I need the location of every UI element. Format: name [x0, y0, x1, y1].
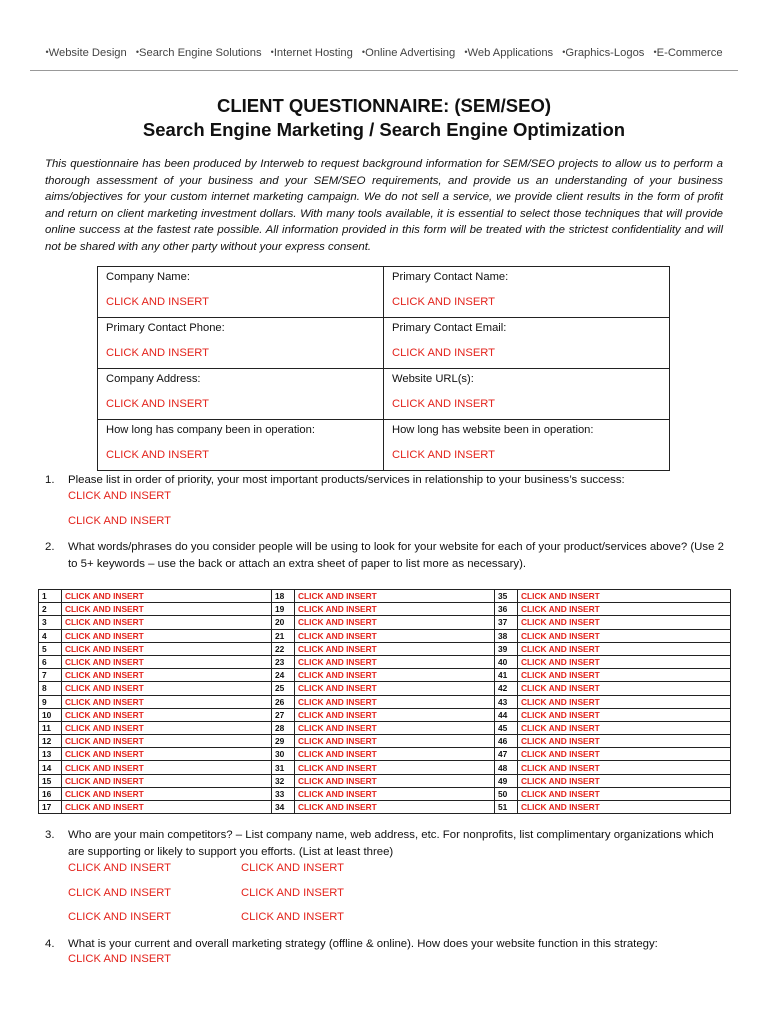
primary-contact-email-field[interactable]: CLICK AND INSERT — [392, 347, 495, 359]
keyword-field[interactable]: CLICK AND INSERT — [295, 629, 495, 642]
keyword-field[interactable]: CLICK AND INSERT — [518, 735, 731, 748]
keyword-field[interactable]: CLICK AND INSERT — [518, 590, 731, 603]
keyword-number: 43 — [495, 695, 518, 708]
keyword-number: 31 — [272, 761, 295, 774]
keyword-number: 39 — [495, 642, 518, 655]
keyword-field[interactable]: CLICK AND INSERT — [295, 669, 495, 682]
primary-contact-email-cell: Primary Contact Email: CLICK AND INSERT — [384, 318, 670, 369]
keyword-field[interactable]: CLICK AND INSERT — [518, 642, 731, 655]
keyword-number: 47 — [495, 748, 518, 761]
competitor-4-field[interactable]: CLICK AND INSERT — [241, 887, 344, 899]
keyword-row — [39, 787, 731, 800]
company-age-field[interactable]: CLICK AND INSERT — [106, 449, 209, 461]
company-address-field[interactable]: CLICK AND INSERT — [106, 398, 209, 410]
question-3: 3. Who are your main competitors? – List company name, web address, etc. For nonprofits, list complimentary organizations which are supporting or likely to support you efforts. (List at least three) — [45, 829, 714, 858]
keyword-field[interactable]: CLICK AND INSERT — [62, 774, 272, 787]
keyword-field[interactable]: CLICK AND INSERT — [518, 616, 731, 629]
keyword-row — [39, 801, 731, 814]
keyword-field[interactable]: CLICK AND INSERT — [518, 655, 731, 668]
keyword-number: 1 — [39, 590, 62, 603]
keyword-field[interactable]: CLICK AND INSERT — [62, 748, 272, 761]
keyword-number: 42 — [495, 682, 518, 695]
keyword-number: 14 — [39, 761, 62, 774]
keyword-number: 10 — [39, 708, 62, 721]
header-divider — [30, 70, 738, 71]
company-age-cell: How long has company been in operation: CLICK AND INSERT — [98, 420, 384, 471]
keyword-row — [39, 590, 731, 603]
primary-contact-name-cell: Primary Contact Name: CLICK AND INSERT — [384, 267, 670, 318]
keyword-row — [39, 603, 731, 616]
keyword-row — [39, 695, 731, 708]
keyword-field[interactable]: CLICK AND INSERT — [518, 682, 731, 695]
document-title: CLIENT QUESTIONNAIRE: (SEM/SEO) — [216, 95, 552, 116]
keyword-number: 30 — [272, 748, 295, 761]
keyword-field[interactable]: CLICK AND INSERT — [518, 721, 731, 734]
company-name-cell: Company Name: CLICK AND INSERT — [98, 267, 384, 318]
keyword-field[interactable]: CLICK AND INSERT — [295, 616, 495, 629]
keyword-field[interactable]: CLICK AND INSERT — [295, 708, 495, 721]
keyword-number: 32 — [272, 774, 295, 787]
keyword-field[interactable]: CLICK AND INSERT — [62, 761, 272, 774]
primary-contact-phone-field[interactable]: CLICK AND INSERT — [106, 347, 209, 359]
nav-item: •Search Engine Solutions — [135, 47, 262, 59]
keyword-field[interactable]: CLICK AND INSERT — [295, 735, 495, 748]
nav-item: •Web Applications — [464, 47, 554, 59]
keyword-field[interactable]: CLICK AND INSERT — [62, 616, 272, 629]
keyword-field[interactable]: CLICK AND INSERT — [518, 761, 731, 774]
keyword-field[interactable]: CLICK AND INSERT — [62, 590, 272, 603]
keyword-row — [39, 761, 731, 774]
keyword-number: 21 — [272, 629, 295, 642]
keyword-field[interactable]: CLICK AND INSERT — [62, 787, 272, 800]
competitor-2-field[interactable]: CLICK AND INSERT — [241, 862, 344, 874]
keyword-number: 33 — [272, 787, 295, 800]
company-name-field[interactable]: CLICK AND INSERT — [106, 296, 209, 308]
competitor-1-field[interactable]: CLICK AND INSERT — [68, 862, 171, 874]
nav-item: •Graphics-Logos — [562, 47, 645, 59]
keyword-number: 9 — [39, 695, 62, 708]
keyword-number: 13 — [39, 748, 62, 761]
website-age-cell: How long has website been in operation: CLICK AND INSERT — [384, 420, 670, 471]
keyword-number: 19 — [272, 603, 295, 616]
keyword-field[interactable]: CLICK AND INSERT — [62, 682, 272, 695]
website-url-field[interactable]: CLICK AND INSERT — [392, 398, 495, 410]
keyword-number: 34 — [272, 801, 295, 814]
keyword-field[interactable]: CLICK AND INSERT — [295, 695, 495, 708]
keyword-number: 45 — [495, 721, 518, 734]
keyword-field[interactable]: CLICK AND INSERT — [518, 801, 731, 814]
keyword-number: 26 — [272, 695, 295, 708]
keyword-number: 41 — [495, 669, 518, 682]
keyword-field[interactable]: CLICK AND INSERT — [62, 669, 272, 682]
keyword-number: 50 — [495, 787, 518, 800]
keyword-field[interactable]: CLICK AND INSERT — [295, 774, 495, 787]
keyword-number: 51 — [495, 801, 518, 814]
keyword-number: 5 — [39, 642, 62, 655]
keyword-row — [39, 682, 731, 695]
keyword-field[interactable]: CLICK AND INSERT — [295, 748, 495, 761]
q1-answer-1[interactable]: CLICK AND INSERT — [68, 490, 171, 502]
competitor-3-field[interactable]: CLICK AND INSERT — [68, 887, 171, 899]
keyword-number: 35 — [495, 590, 518, 603]
keyword-row — [39, 642, 731, 655]
q4-answer[interactable]: CLICK AND INSERT — [68, 953, 171, 965]
keyword-field[interactable]: CLICK AND INSERT — [295, 655, 495, 668]
keyword-field[interactable]: CLICK AND INSERT — [518, 774, 731, 787]
keyword-field[interactable]: CLICK AND INSERT — [62, 801, 272, 814]
nav-item: •Internet Hosting — [270, 47, 353, 59]
primary-contact-name-field[interactable]: CLICK AND INSERT — [392, 296, 495, 308]
competitor-5-field[interactable]: CLICK AND INSERT — [68, 911, 171, 923]
question-1: 1. Please list in order of priority, your most important products/services in relationship to your business’s success: — [45, 474, 625, 486]
keyword-field[interactable]: CLICK AND INSERT — [62, 603, 272, 616]
company-address-cell: Company Address: CLICK AND INSERT — [98, 369, 384, 420]
keyword-field[interactable]: CLICK AND INSERT — [295, 590, 495, 603]
keyword-field[interactable]: CLICK AND INSERT — [295, 761, 495, 774]
keyword-field[interactable]: CLICK AND INSERT — [518, 629, 731, 642]
keyword-row — [39, 616, 731, 629]
nav-item: •E-Commerce — [653, 47, 723, 59]
intro-paragraph: This questionnaire has been produced by Interweb to request background information for SEM/SEO projects to allow us to perform a thorough assessment of your business and your SEM/SEO requirements, and provide us an understanding of your business aims/objectives for your custom internet marketing campaign. We do not sell a service, we provide client results in the form of profit and return on client marketing investment dollars. With many tools available, it is essential to select those techniques that will provide online success at the fastest rate possible. All information provided in this form will be treated with the strictest confidentiality and will not be shared with any other party without your express consent. — [45, 158, 723, 253]
keyword-field[interactable]: CLICK AND INSERT — [518, 669, 731, 682]
keyword-number: 3 — [39, 616, 62, 629]
nav-item: •Website Design — [45, 47, 127, 59]
keyword-row — [39, 735, 731, 748]
keyword-field[interactable]: CLICK AND INSERT — [518, 603, 731, 616]
keyword-number: 29 — [272, 735, 295, 748]
question-4: 4. What is your current and overall marketing strategy (offline & online). How does your website function in this strategy: — [45, 938, 658, 950]
keyword-row — [39, 669, 731, 682]
keyword-field[interactable]: CLICK AND INSERT — [295, 801, 495, 814]
q1-answer-2[interactable]: CLICK AND INSERT — [68, 515, 171, 527]
keyword-number: 23 — [272, 655, 295, 668]
website-url-cell: Website URL(s): CLICK AND INSERT — [384, 369, 670, 420]
keyword-field[interactable]: CLICK AND INSERT — [62, 735, 272, 748]
keyword-row — [39, 774, 731, 787]
keyword-field[interactable]: CLICK AND INSERT — [62, 721, 272, 734]
document-subtitle: Search Engine Marketing / Search Engine Optimization — [142, 119, 626, 140]
keyword-row — [39, 708, 731, 721]
keyword-number: 44 — [495, 708, 518, 721]
keyword-number: 6 — [39, 655, 62, 668]
keyword-number: 38 — [495, 629, 518, 642]
keyword-field[interactable]: CLICK AND INSERT — [62, 642, 272, 655]
keyword-number: 18 — [272, 590, 295, 603]
keyword-number: 25 — [272, 682, 295, 695]
keyword-table — [38, 589, 731, 814]
website-age-field[interactable]: CLICK AND INSERT — [392, 449, 495, 461]
keyword-number: 11 — [39, 721, 62, 734]
keyword-number: 12 — [39, 735, 62, 748]
keyword-row — [39, 629, 731, 642]
question-2: 2. What words/phrases do you consider people will be using to look for your website for each of your product/services above? (Use 2 to 5+ keywords – use the back or attach an extra sheet of paper to list more as necessary). — [45, 541, 724, 570]
keyword-field[interactable]: CLICK AND INSERT — [295, 787, 495, 800]
keyword-number: 28 — [272, 721, 295, 734]
keyword-number: 7 — [39, 669, 62, 682]
keyword-number: 36 — [495, 603, 518, 616]
keyword-number: 49 — [495, 774, 518, 787]
keyword-row — [39, 748, 731, 761]
keyword-number: 27 — [272, 708, 295, 721]
keyword-row — [39, 655, 731, 668]
keyword-field[interactable]: CLICK AND INSERT — [62, 695, 272, 708]
competitor-6-field[interactable]: CLICK AND INSERT — [241, 911, 344, 923]
keyword-number: 8 — [39, 682, 62, 695]
keyword-number: 46 — [495, 735, 518, 748]
keyword-row — [39, 721, 731, 734]
keyword-number: 48 — [495, 761, 518, 774]
services-nav — [0, 47, 768, 59]
nav-item: •Online Advertising — [361, 47, 456, 59]
keyword-field[interactable]: CLICK AND INSERT — [62, 708, 272, 721]
keyword-field[interactable]: CLICK AND INSERT — [518, 748, 731, 761]
keyword-number: 17 — [39, 801, 62, 814]
client-info-table — [97, 266, 670, 471]
keyword-field[interactable]: CLICK AND INSERT — [295, 642, 495, 655]
keyword-field[interactable]: CLICK AND INSERT — [62, 655, 272, 668]
keyword-field[interactable]: CLICK AND INSERT — [518, 787, 731, 800]
keyword-field[interactable]: CLICK AND INSERT — [518, 695, 731, 708]
keyword-field[interactable]: CLICK AND INSERT — [518, 708, 731, 721]
keyword-field[interactable]: CLICK AND INSERT — [295, 682, 495, 695]
primary-contact-phone-cell: Primary Contact Phone: CLICK AND INSERT — [98, 318, 384, 369]
keyword-number: 4 — [39, 629, 62, 642]
keyword-number: 24 — [272, 669, 295, 682]
keyword-number: 40 — [495, 655, 518, 668]
keyword-number: 22 — [272, 642, 295, 655]
keyword-number: 16 — [39, 787, 62, 800]
keyword-number: 37 — [495, 616, 518, 629]
keyword-field[interactable]: CLICK AND INSERT — [295, 603, 495, 616]
keyword-number: 15 — [39, 774, 62, 787]
keyword-number: 2 — [39, 603, 62, 616]
keyword-number: 20 — [272, 616, 295, 629]
keyword-field[interactable]: CLICK AND INSERT — [295, 721, 495, 734]
keyword-field[interactable]: CLICK AND INSERT — [62, 629, 272, 642]
